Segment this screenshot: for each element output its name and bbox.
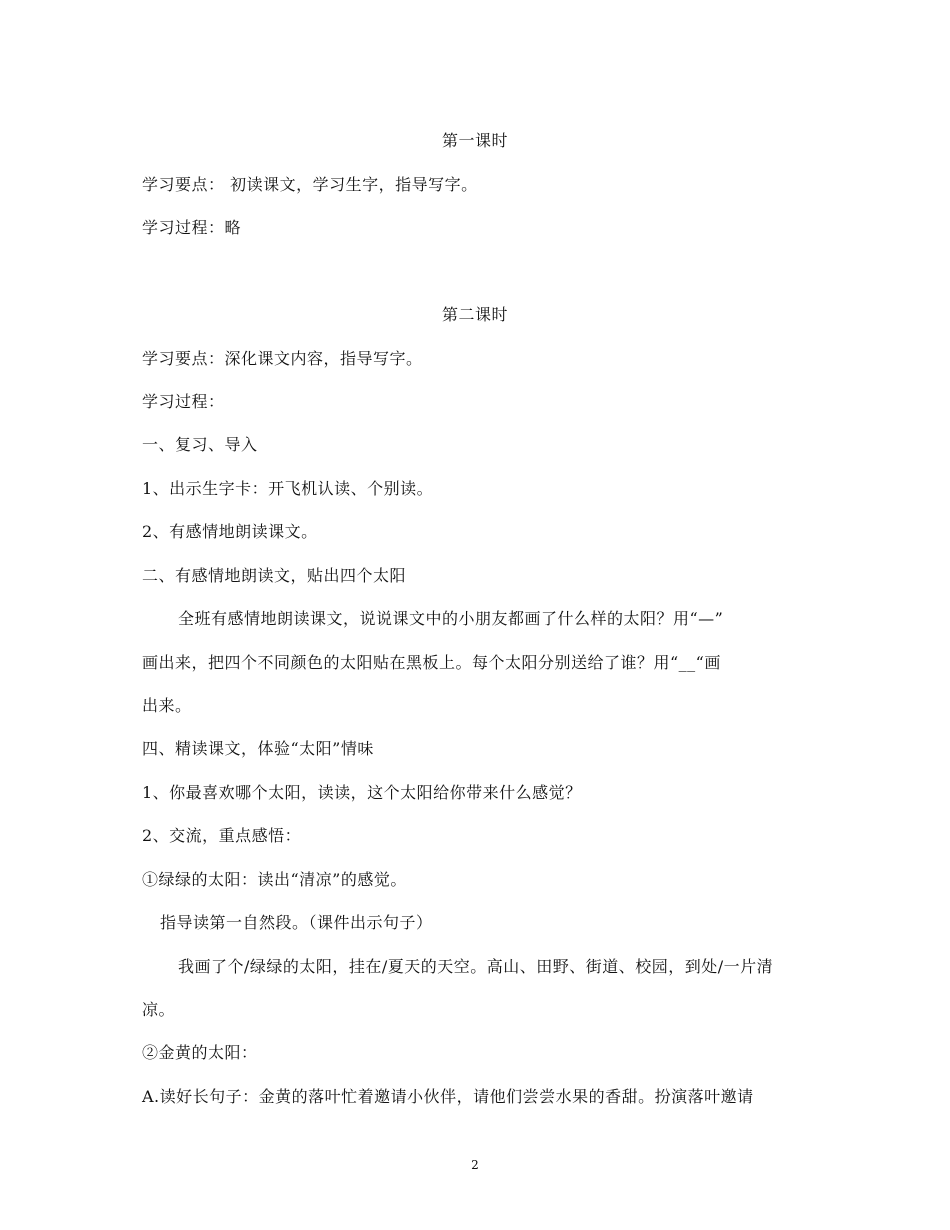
step-flashcards: 1、出示生字卡：开飞机认读、个别读。 <box>142 479 434 498</box>
lesson1-title: 第一课时 <box>441 131 508 150</box>
paragraph-class-reading-line3: 出来。 <box>142 696 192 715</box>
item-guided-reading: 指导读第一自然段。（课件出示句子） <box>160 913 433 932</box>
lesson2-key-points: 学习要点：深化课文内容，指导写字。 <box>142 349 423 368</box>
quote-green-sun-line1: 我画了个/绿绿的太阳，挂在/夏天的天空。高山、田野、街道、校园，到处/一片清 <box>178 957 774 976</box>
page-number: 2 <box>471 1158 479 1172</box>
item-green-sun: ①绿绿的太阳：读出“清凉”的感觉。 <box>142 870 407 889</box>
step-favorite-sun: 1、你最喜欢哪个太阳，读读，这个太阳给你带来什么感觉？ <box>142 783 582 802</box>
step-discussion: 2、交流，重点感悟： <box>142 826 302 845</box>
quote-green-sun-line2: 凉。 <box>142 1000 176 1019</box>
lesson2-process-label: 学习过程： <box>142 392 225 411</box>
lesson1-key-points: 学习要点： 初读课文，学习生字，指导写字。 <box>142 175 478 194</box>
lesson1-process: 学习过程：略 <box>142 218 242 237</box>
paragraph-class-reading-line2: 画出来，把四个不同颜色的太阳贴在黑板上。每个太阳分别送给了谁？用“__“画 <box>142 653 721 672</box>
section-close-reading: 四、精读课文，体验“太阳”情味 <box>142 739 374 758</box>
step-read-aloud: 2、有感情地朗读课文。 <box>142 522 318 541</box>
lesson2-title: 第二课时 <box>441 305 508 324</box>
section-read-four-suns: 二、有感情地朗读文，贴出四个太阳 <box>142 566 407 585</box>
item-golden-sun: ②金黄的太阳： <box>142 1043 258 1062</box>
item-long-sentence: A.读好长句子：金黄的落叶忙着邀请小伙伴，请他们尝尝水果的香甜。扮演落叶邀请 <box>142 1087 754 1106</box>
section-review-intro: 一、复习、导入 <box>142 435 258 454</box>
paragraph-class-reading-line1: 全班有感情地朗读课文，说说课文中的小朋友都画了什么样的太阳？用“—” <box>178 609 724 628</box>
